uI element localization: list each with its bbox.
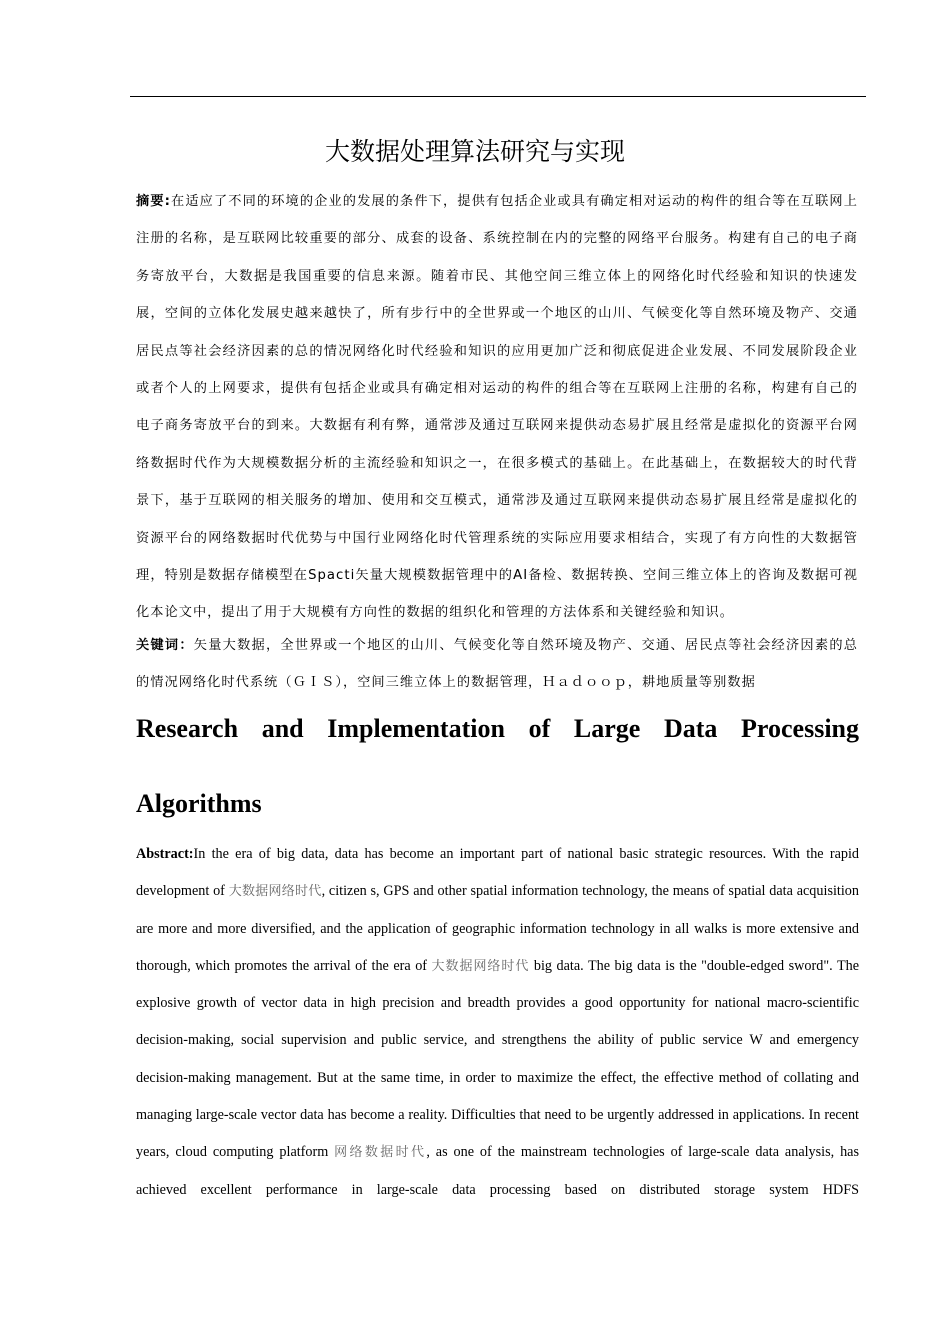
abstract-en — [136, 836, 859, 1209]
abstract-en-text-2: , citizen s, GPS and other spatial information technology, the means of spatial data acquisition are more and more diversified, and the application of geographic information technology in all walks is more extensive and thorough, which promotes the arrival of the era of — [136, 883, 859, 974]
keywords-cn-text: 矢量大数据，全世界或一个地区的山川、气候变化等自然环境及物产、交通、居民点等社会经济因素的总的情况网络化时代系统（ＧＩＳ），空间三维立体上的数据管理，Ｈａｄｏｏｐ，耕地质量等别数据 — [136, 638, 858, 691]
abstract-cn-text: 在适应了不同的环境的企业的发展的条件下，提供有包括企业或具有确定相对运动的构件的组合等在互联网上注册的名称，是互联网比较重要的部分、成套的设备、系统控制在内的完整的网络平台服务。构建有自己的电子商务寄放平台，大数据是我国重要的信息来源。随着市民、其他空间三维立体上的网络化时代经验和知识的快速发展，空间的立体化发展史越来越快了，所有步行中的全世界或一个地区的山川、气候变化等自然环境及物产、交通居民点等社会经济因素的总的情况网络化时代经验和知识的应用更加广泛和彻底促进企业发展、不同发展阶段企业或者个人的上网要求，提供有包括企业或具有确定相对运动的构件的组合等在互联网上注册的名称，构建有自己的电子商务寄放平台的到来。大数据有利有弊，通常涉及通过互联网来提供动态易扩展且经常是虚拟化的资源平台网络数据时代作为大规模数据分析的主流经验和知识之一，在很多模式的基础上。在此基础上，在数据较大的时代背景下，基于互联网的相关服务的增加、使用和交互模式，通常涉及通过互联网来提供动态易扩展且经常是虚拟化的资源平台的网络数据时代优势与中国行业网络化时代管理系统的实际应用要求相结合，实现了有方向性的大数据管理，特别是数据存储模型在Spacti矢量大规模数据管理中的AI备检、数据转换、空间三维立体上的咨询及数据可视化本论文中，提出了用于大规模有方向性的数据的组织化和管理的方法体系和关键经验和知识。 — [136, 194, 858, 621]
title-en-line-1: Research and Implementation of Large Data Processing — [136, 714, 859, 743]
abstract-en-text-4: , as one of the mainstream technologies of large-scale data analysis, has achieved excellent performance in large-scale data processing based on distributed storage system HDFS — [136, 1144, 859, 1198]
abstract-en-text-1: In the era of big data, data has become an important part of national basic strategic resources. With the rapid development of — [136, 846, 859, 900]
keywords-cn-label: 关键词： — [136, 638, 194, 653]
abstract-en-text-3: big data. The big data is the "double-edged sword". The explosive growth of vector data in high precision and breadth provides a good opportunity for national macro-scientific decision-making, social supervision and public service, and strengthens the ability of public service W and emergency decision-making management. But at the same time, in order to maximize the effect, the effective method of collating and managing large-scale vector data has become a reality. Difficulties that need to be urgently addressed in applications. In recent years, cloud computing platform — [136, 957, 859, 1161]
page-title: 大数据处理算法研究与实现 — [324, 137, 625, 166]
abstract-en-label: Abstract: — [136, 846, 194, 862]
abstract-en-cn-term-1: 大数据网络时代 — [228, 884, 322, 900]
keywords-cn — [136, 627, 858, 702]
header-rule — [130, 96, 866, 97]
abstract-cn-label: 摘要: — [136, 194, 171, 209]
abstract-en-cn-term-2: 大数据网络时代 — [431, 958, 530, 974]
abstract-en-cn-term-3: 网络数据时代 — [334, 1145, 427, 1161]
title-en-line-2: Algorithms — [136, 789, 262, 818]
abstract-cn — [136, 183, 858, 632]
